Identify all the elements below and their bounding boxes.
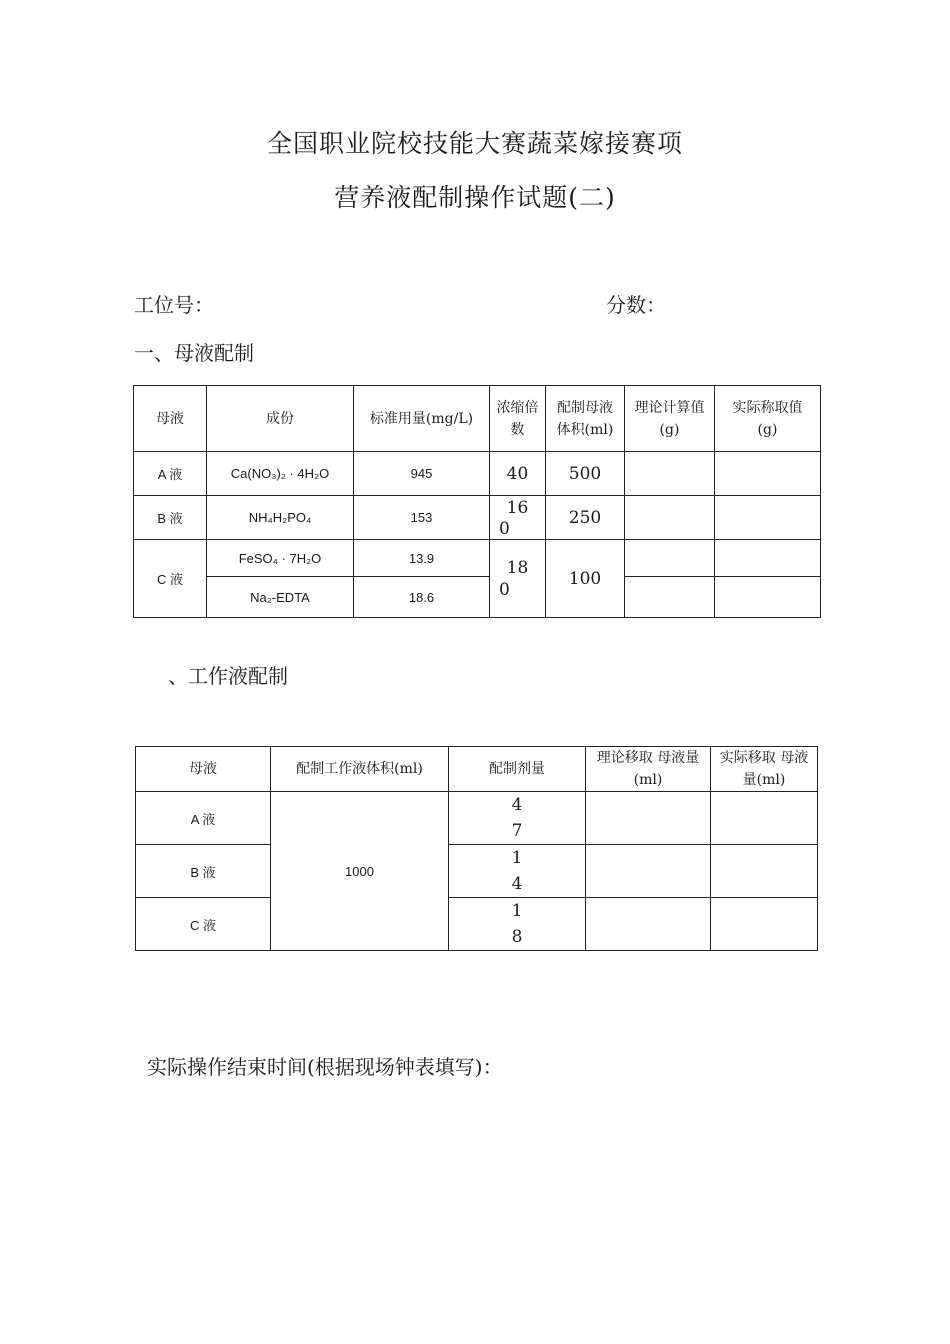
row-c-conc bbox=[490, 540, 546, 618]
header2-stock: 母液 bbox=[136, 747, 271, 792]
row2-a-theoretical-cell[interactable] bbox=[586, 792, 711, 845]
row2-a-dose bbox=[449, 792, 586, 845]
row-c-stock: C 液 bbox=[134, 540, 207, 618]
row2-c-theoretical-cell[interactable] bbox=[586, 898, 711, 951]
header-volume: 配制母液体积(ml) bbox=[546, 386, 625, 452]
row-a-conc: 40 bbox=[490, 452, 546, 496]
work-volume-value: 1000 bbox=[271, 792, 449, 951]
header-std-amount: 标准用量(mg/L) bbox=[354, 386, 490, 452]
header2-dose: 配制剂量 bbox=[449, 747, 586, 792]
header-stock: 母液 bbox=[134, 386, 207, 452]
row-c1-actual-cell[interactable] bbox=[715, 540, 821, 577]
row-b-std: 153 bbox=[354, 496, 490, 540]
end-time-label: 实际操作结束时间(根据现场钟表填写)： bbox=[147, 1055, 503, 1079]
station-number-label: 工位号： bbox=[134, 293, 214, 317]
row-a-vol: 500 bbox=[546, 452, 625, 496]
row2-c-dose-bottom: 8 bbox=[511, 927, 523, 947]
row-c-std2: 18.6 bbox=[354, 577, 490, 618]
row2-b-stock: B 液 bbox=[136, 845, 271, 898]
row-b-component: NH₄H₂PO₄ bbox=[207, 496, 354, 540]
row2-a-dose-top: 4 bbox=[511, 795, 523, 815]
row-a-component: Ca(NO₃)₂ · 4H₂O bbox=[207, 452, 354, 496]
row2-a-actual-cell[interactable] bbox=[711, 792, 818, 845]
row-b-conc-bottom: 0 bbox=[499, 518, 510, 539]
row-c2-actual-cell[interactable] bbox=[715, 577, 821, 618]
row2-c-dose-top: 1 bbox=[511, 901, 523, 921]
header-concentration: 浓缩倍数 bbox=[490, 386, 546, 452]
working-solution-table bbox=[135, 746, 818, 951]
row-a-stock: A 液 bbox=[134, 452, 207, 496]
row-c-conc-bottom: 0 bbox=[499, 579, 510, 600]
header2-actual: 实际移取 母液量(ml) bbox=[711, 747, 818, 792]
row2-c-stock: C 液 bbox=[136, 898, 271, 951]
row-b-theoretical-cell[interactable] bbox=[625, 496, 715, 540]
row2-c-actual-cell[interactable] bbox=[711, 898, 818, 951]
row-b-vol: 250 bbox=[546, 496, 625, 540]
section2-heading: 、工作液配制 bbox=[168, 664, 288, 688]
row-b-stock: B 液 bbox=[134, 496, 207, 540]
row-c2-theoretical-cell[interactable] bbox=[625, 577, 715, 618]
header-actual: 实际称取值(g) bbox=[715, 386, 821, 452]
row-a-std: 945 bbox=[354, 452, 490, 496]
row-c-component1: FeSO₄ · 7H₂O bbox=[207, 540, 354, 577]
row-c-component2: Na₂-EDTA bbox=[207, 577, 354, 618]
row2-a-stock: A 液 bbox=[136, 792, 271, 845]
row-c-conc-top: 18 bbox=[506, 557, 529, 578]
row-b-conc bbox=[490, 496, 546, 540]
score-label: 分数： bbox=[606, 293, 666, 317]
row-a-actual-cell[interactable] bbox=[715, 452, 821, 496]
row2-b-dose-bottom: 4 bbox=[511, 874, 523, 894]
stock-solution-table bbox=[133, 385, 821, 618]
document-subtitle: 营养液配制操作试题(二) bbox=[334, 183, 616, 212]
section1-heading: 一、母液配制 bbox=[134, 341, 254, 365]
row2-a-dose-bottom: 7 bbox=[511, 821, 523, 841]
header2-work-volume: 配制工作液体积(ml) bbox=[271, 747, 449, 792]
row2-b-dose bbox=[449, 845, 586, 898]
row-a-theoretical-cell[interactable] bbox=[625, 452, 715, 496]
document-title: 全国职业院校技能大赛蔬菜嫁接赛项 bbox=[266, 129, 683, 158]
row2-b-theoretical-cell[interactable] bbox=[586, 845, 711, 898]
row-b-actual-cell[interactable] bbox=[715, 496, 821, 540]
row2-b-dose-top: 1 bbox=[511, 848, 523, 868]
row-c-std1: 13.9 bbox=[354, 540, 490, 577]
row-c1-theoretical-cell[interactable] bbox=[625, 540, 715, 577]
row-c-vol: 100 bbox=[546, 540, 625, 618]
row2-b-actual-cell[interactable] bbox=[711, 845, 818, 898]
header-component: 成份 bbox=[207, 386, 354, 452]
header-theoretical: 理论计算值(g) bbox=[625, 386, 715, 452]
row2-c-dose bbox=[449, 898, 586, 951]
row-b-conc-top: 16 bbox=[506, 497, 529, 518]
header2-theoretical: 理论移取 母液量(ml) bbox=[586, 747, 711, 792]
